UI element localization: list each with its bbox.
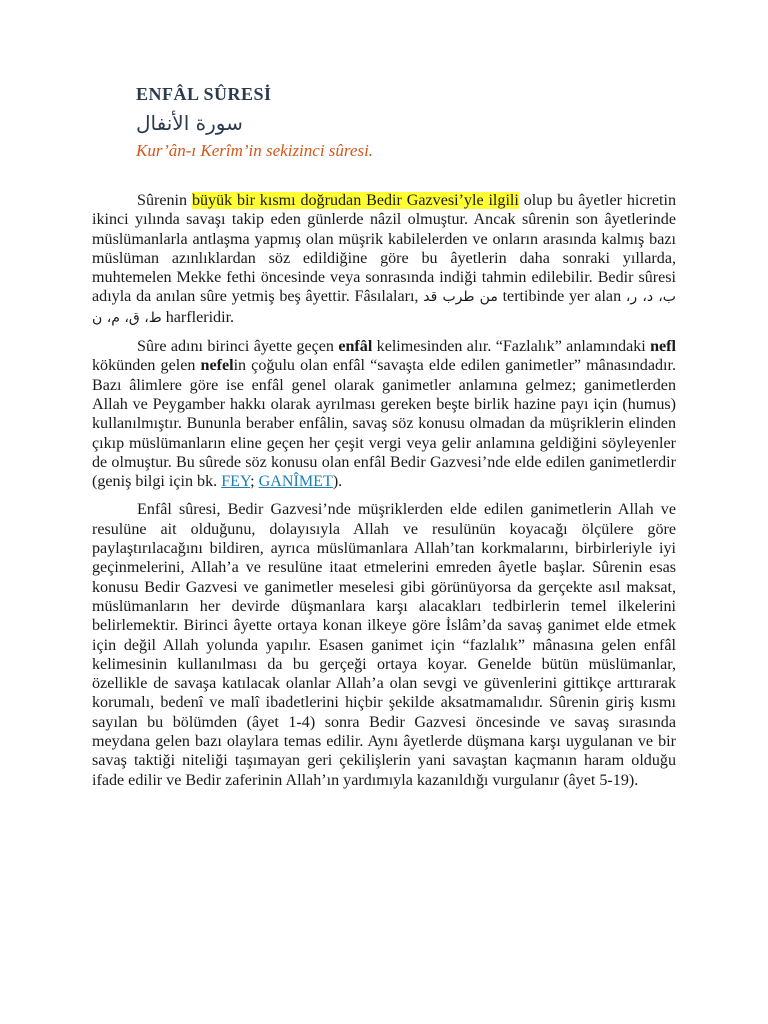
subtitle: Kur’ân-ı Kerîm’in sekizinci sûresi. <box>136 141 374 160</box>
bold-term: enfâl <box>338 338 373 356</box>
text-span: ). <box>332 473 343 491</box>
arabic-title: سورة الأنفال <box>136 111 243 135</box>
text-span: Sûrenin <box>137 192 192 209</box>
article-body <box>92 191 676 790</box>
arabic-text: ب، د، ر، ط، ق، م، ن <box>92 289 676 326</box>
page-title: ENFÂL SÛRESİ <box>136 84 272 104</box>
arabic-text: من طرب قد <box>423 289 498 306</box>
bold-term: nefl <box>650 338 677 356</box>
text-span: tertibinde yer alan <box>497 288 626 306</box>
paragraph-3: Enfâl sûresi, Bedir Gazvesi’nde müşriklerden elde edilen ganimetlerin Allah ve resulüne ait olduğunu, dolayısıyla Allah ve resulünün koyacağı ölçülere göre paylaştırılacağını bildiren, ayrıca müslümanlara Allah’tan korkmalarını, birbirleriyle iyi geçinmelerini, Allah’a ve resulüne itaat etmelerini emreden âyetle başlar. Sûrenin esas konusu Bedir Gazvesi ve ganimetler meselesi gibi görünüyorsa da gerçekte asıl maksat, müslümanların her devirde düşmanlara karşı alacakları tedbirlerin temel ilkelerini belirlemektir. Birinci âyette ortaya konan ilkeye göre İslâm’da savaş ganimet elde etmek için değil Allah yolunda yapılır. Esasen ganimet için “fazlalık” mânasına gelen enfâl kelimesinin kullanılması da bu gerçeği ortaya koyar. Genelde bütün müslümanlar, özellikle de savaşa katılacak olanlar Allah’a olan sevgi ve güvenlerini gittikçe arttırarak korumalı, bedenî ve malî ibadetlerini hiçbir şekilde aksatmamalıdır. Sûrenin giriş kısmı sayılan bu bölümden (âyet 1-4) sonra Bedir Gazvesi öncesinde ve savaş sırasında meydana gelen bazı olaylara temas edilir. Aynı âyetlerde düşmana karşı uygulanan ve bir savaş taktiği niteliği taşımayan geri çekilişlerin yani savaştan kaçmanın haram olduğu ifade edilir ve Bedir zaferinin Allah’ın yardımıyla kazanıldığı vurgulanır (âyet 5-19). <box>92 501 676 789</box>
text-span: Sûre adını birinci âyette geçen <box>137 338 339 356</box>
highlighted-text: büyük bir kısmı doğrudan Bedir Gazvesi’yle ilgili <box>191 192 519 209</box>
bold-term: nefel <box>200 357 234 375</box>
text-span: in çoğulu olan enfâl “savaşta elde edilen ganimetler” mânasındadır. Bazı âlimlere göre ise enfâl genel olarak ganimetler anlamına gelmez; ganimetlerden Allah ve Peygamber hakkı olarak ayrılması gereken beşte birlik hazine payı için (humus) kullanılmıştır. Bununla beraber enfâlin, savaş söz konusu olmadan da müşriklerin elinden çıkıp müslümanların eline geçen her çeşit vergi veya gelir anlamına geldiğini söyleyenler de olmuştur. Bu sûrede söz konusu olan enfâl Bedir Gazvesi’nde elde edilen ganimetlerdir (geniş bilgi için bk. <box>92 357 676 491</box>
text-span: harfleridir. <box>161 308 235 326</box>
paragraph-1 <box>92 191 676 328</box>
text-span: kökünden gelen <box>92 357 201 375</box>
link-ganimet[interactable]: GANÎMET <box>258 473 333 491</box>
text-span: olup bu âyetler hicretin ikinci yılında savaşı takip eden günlerde nâzil olmuştur. Ancak sûrenin son âyetlerinde müslümanlarla antlaşma yapmış olan müşrik kabilelerden ve onların arasında kalmış bazı müslüman azınlıklardan söz edildiğine göre bu âyetlerin daha sonraki yıllarda, muhtemelen Mekke fethi öncesinde veya sonrasında indiği tahmin edilebilir. Bedir sûresi adıyla da anılan sûre yetmiş beş âyettir. Fâsılaları, <box>92 192 677 306</box>
text-span: ; <box>250 473 259 491</box>
text-span: kelimesinden alır. “Fazlalık” anlamındaki <box>372 338 651 356</box>
paragraph-2 <box>92 337 676 491</box>
link-fey[interactable]: FEY <box>221 473 251 491</box>
